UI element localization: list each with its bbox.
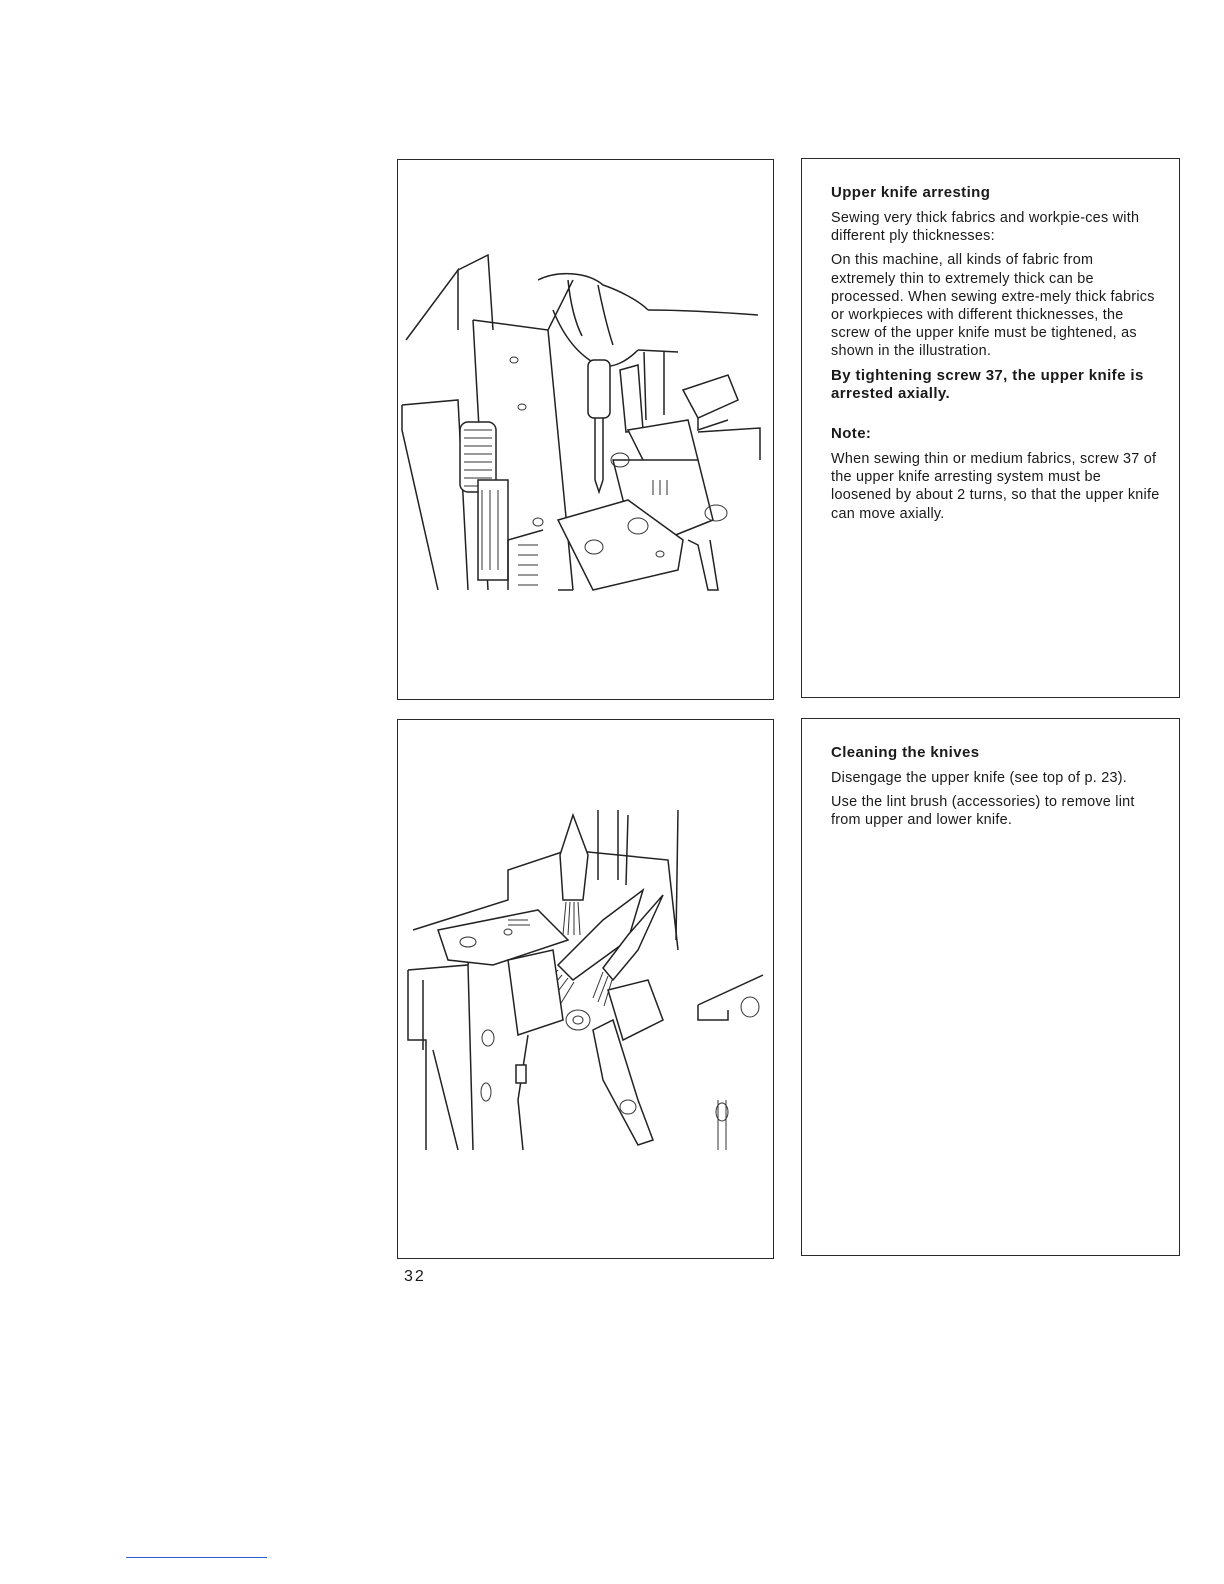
section-title: Upper knife arresting [831, 184, 991, 201]
instruction-panel-cleaning-knives [801, 718, 1180, 1256]
paragraph: On this machine, all kinds of fabric from extremely thin to extremely thick can be processed. When sewing extre-mely thick fabrics or workpieces with different thicknesses, the screw of the upper knife must be tightened, as shown in the illustration. [831, 252, 1155, 360]
emphasis-paragraph: By tightening screw 37, the upper knife is arrested axially. [831, 366, 1144, 402]
paragraph: Disengage the upper knife (see top of p. 23). [831, 770, 1128, 786]
instruction-panel-upper-knife [801, 158, 1180, 698]
illustration-lint-brush-on-knives [398, 720, 773, 1258]
paragraph: Sewing very thick fabrics and workpie-ces with different ply thicknesses: [831, 210, 1140, 245]
figure-cleaning-knives [397, 719, 774, 1259]
figure-upper-knife-arresting [397, 159, 774, 700]
illustration-screwdriver-on-knife [398, 160, 773, 699]
section-title: Cleaning the knives [831, 744, 980, 761]
paragraph: Use the lint brush (accessories) to remove lint from upper and lower knife. [831, 794, 1135, 829]
note-text: When sewing thin or medium fabrics, screw 37 of the upper knife arresting system must be loosened by about 2 turns, so that the upper knife can move axially. [831, 451, 1160, 522]
instruction-text [831, 744, 1161, 836]
page-number: 32 [404, 1268, 426, 1285]
footer-rule [126, 1557, 267, 1558]
instruction-text [831, 184, 1161, 529]
note-title: Note: [831, 425, 872, 443]
